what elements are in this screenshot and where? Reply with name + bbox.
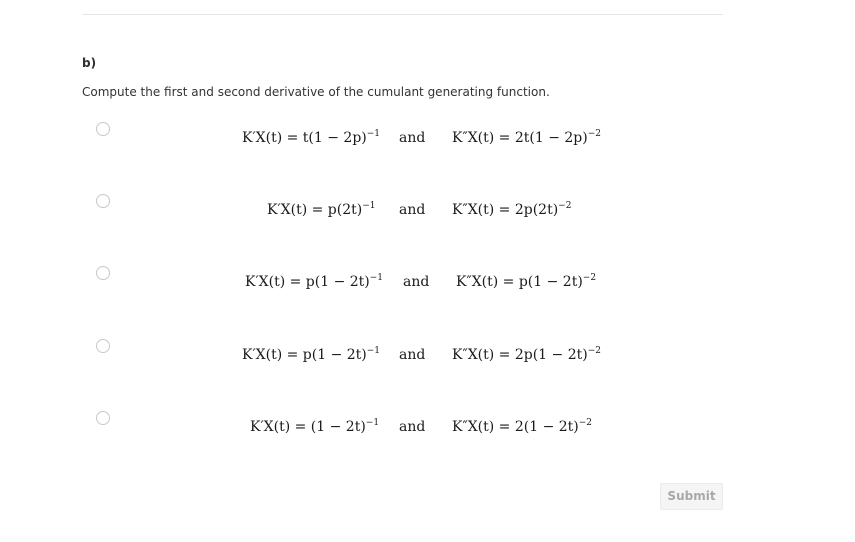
- exponent: −2: [558, 201, 572, 211]
- exponent: −2: [587, 129, 601, 139]
- formula-text: K′X(t) = p(1 − 2t): [245, 274, 370, 290]
- formula-text: K′X(t) = p(2t): [267, 202, 363, 218]
- radio-button[interactable]: [96, 266, 110, 280]
- answer-option-3[interactable]: [82, 266, 723, 306]
- exponent: −1: [365, 418, 380, 428]
- first-derivative-formula: [267, 197, 376, 223]
- exponent: −1: [366, 346, 381, 356]
- first-derivative-formula: [245, 269, 383, 295]
- answer-option-5[interactable]: [82, 411, 723, 451]
- exponent: −2: [582, 273, 597, 283]
- formula-text: K″X(t) = 2t(1 − 2p): [452, 130, 588, 146]
- and-label: and: [399, 347, 426, 363]
- exponent: −2: [587, 346, 601, 356]
- question-text: Compute the first and second derivative of the cumulant generating function.: [82, 85, 550, 99]
- answer-option-2[interactable]: [82, 194, 723, 234]
- exponent: −1: [366, 129, 381, 139]
- part-label: b): [82, 56, 97, 70]
- and-label: and: [403, 274, 430, 290]
- formula-text: K″X(t) = 2(1 − 2t): [452, 419, 579, 435]
- exponent: −1: [369, 273, 384, 283]
- second-derivative-formula: [452, 197, 571, 223]
- second-derivative-formula: [452, 414, 592, 440]
- submit-button[interactable]: Submit: [660, 483, 723, 510]
- answer-option-1[interactable]: [82, 122, 723, 162]
- second-derivative-formula: [456, 269, 596, 295]
- second-derivative-formula: [452, 342, 601, 368]
- formula-text: K″X(t) = p(1 − 2t): [456, 274, 583, 290]
- second-derivative-formula: [452, 125, 601, 151]
- formula-text: K′X(t) = t(1 − 2p): [242, 130, 367, 146]
- exponent: −2: [578, 418, 593, 428]
- first-derivative-formula: [242, 342, 380, 368]
- radio-button[interactable]: [96, 194, 110, 208]
- radio-button[interactable]: [96, 122, 110, 136]
- first-derivative-formula: [242, 125, 380, 151]
- exponent: −1: [362, 201, 376, 211]
- and-label: and: [399, 130, 426, 146]
- formula-text: K″X(t) = 2p(2t): [452, 202, 559, 218]
- radio-button[interactable]: [96, 339, 110, 353]
- formula-text: K′X(t) = p(1 − 2t): [242, 347, 367, 363]
- and-label: and: [399, 202, 426, 218]
- first-derivative-formula: [250, 414, 379, 440]
- top-divider: [82, 14, 723, 15]
- formula-text: K′X(t) = (1 − 2t): [250, 419, 366, 435]
- answer-option-4[interactable]: [82, 339, 723, 379]
- and-label: and: [399, 419, 426, 435]
- radio-button[interactable]: [96, 411, 110, 425]
- formula-text: K″X(t) = 2p(1 − 2t): [452, 347, 588, 363]
